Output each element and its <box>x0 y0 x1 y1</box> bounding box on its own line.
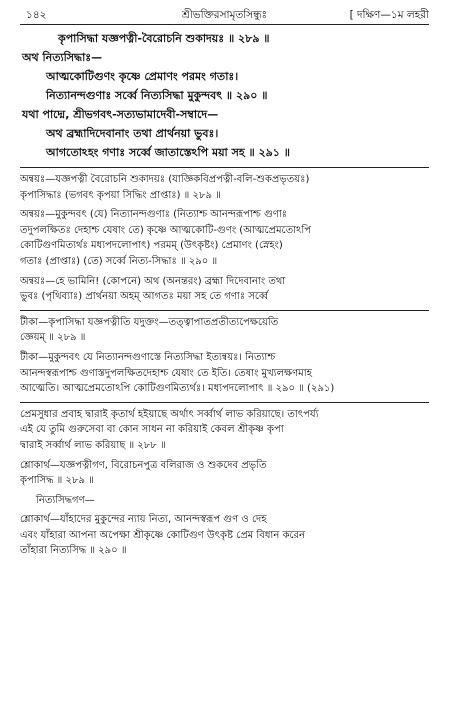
verse-line: কৃপাসিদ্ধা যজ্ঞপত্নী-বৈরোচনি শুকাদয়ঃ ॥ ২৮৯ ॥ <box>58 32 270 45</box>
page-number: ১৪২ <box>26 9 47 21</box>
text-line: টীকা—কৃপাসিদ্ধা যজ্ঞপত্নীতি যদুক্তং—তত্ত্বাপাতপ্রতীত্যপেক্ষয়েতি <box>20 316 279 328</box>
text-line: ভুবঃ (পৃথিব্যাঃ) প্রার্থনয়া অহম্ আগতঃ ময়া সহ তে গণাঃ সর্ব্বে <box>20 291 269 303</box>
text-line: প্রেমসুধার প্রবাহ দ্বারাই কৃতার্থ হইয়াছে অর্থাৎ সর্ব্বার্থ লাভ করিয়াছে। তাৎপর্য্য <box>20 408 319 420</box>
text-line: এবং যাঁহারা আপনা অপেক্ষা শ্রীকৃষ্ণে কোটিগুণ উৎকৃষ্ট প্রেম বিধান করেন <box>20 529 305 541</box>
translation-paragraph <box>20 458 429 489</box>
verse-line: আগতোঽহং গণাঃ সর্ব্বে জাতাস্তেঽপি ময়া সহ ॥ ২৯১ ॥ <box>46 146 290 159</box>
text-line: কোটিগুণমিত্যর্থঃ মধ্যপদলোপাৎ) পরমম্ (উৎকৃষ্টং) প্রেমাণং (স্নেহং) <box>20 240 283 252</box>
text-line: কৃপাসিদ্ধাঃ (ভগবৎ কৃপয়া সিদ্ধিং প্রাপ্তাঃ) ॥ ২৮৯ ॥ <box>20 189 221 201</box>
text-line: অন্বয়ঃ—মুকুন্দবৎ (যে) নিত্যানন্দগুণাঃ (নিত্যাশ্চ আনন্দরূপাশ্চ গুণাঃ <box>20 209 288 221</box>
verse-line: অথ ব্রহ্মাদিদেবানাং তথা প্রার্থনয়া ভুবঃ। <box>46 127 219 140</box>
anvaya-section <box>20 172 429 305</box>
text-line: তাঁহারা নিত্যসিদ্ধ ॥ ২৯০ ॥ <box>20 545 127 557</box>
text-line: এই যে তুমি গুরুসেবা বা কোন সাধন না করিয়াই কেবল শ্রীকৃষ্ণ কৃপা <box>20 424 284 436</box>
text-line: টীকা—মুকুন্দবৎ যে নিত্যানন্দগুণাস্তে নিত্যসিদ্ধা ইত্যন্বয়ঃ। নিত্যাশ্চ <box>20 351 276 363</box>
translation-paragraph <box>20 493 429 509</box>
text-line: আত্মেতি। আত্মপ্রেমতোঽপি কোটিগুণমিত্যর্থঃ। মধ্যপদলোপাৎ ॥ ২৯০ ॥ (২৯১) <box>20 383 335 395</box>
tika-paragraph <box>20 315 429 346</box>
text-line: গতাঃ (প্রাপ্তাঃ) (তে) সর্ব্বে নিত্য-সিদ্ধাঃ ॥ ২৯০ ॥ <box>20 255 218 267</box>
text-line: অন্বয়ঃ—হে ভামিনি! (কোপনে) অথ (অনন্তরং) ব্রহ্মা দিদেবানাং তথা <box>20 275 286 287</box>
verse-line: নিত্যানন্দগুণাঃ সর্ব্বে নিত্যসিদ্ধা মুকুন্দবৎ ॥ ২৯০ ॥ <box>46 89 268 102</box>
book-title: শ্রীভক্তিরসামৃতসিন্ধুঃ <box>181 9 268 21</box>
verse-line: অথ নিত্যসিদ্ধাঃ— <box>22 51 103 64</box>
text-line: আনন্দস্বরূপাশ্চ গুণাস্তদুপলক্ষিতদেহাশ্চ যেষাং তে ইতি। তেষাং মুখ্যলক্ষণমাহ <box>20 367 312 379</box>
text-line: অন্বয়ঃ—যজ্ঞপত্নী বৈরোচনি শুকাদয়ঃ (যাজ্ঞিকবিপ্রপত্নী-বলি-শুকপ্রভৃতয়ঃ) <box>20 174 310 185</box>
anvaya-paragraph <box>20 207 429 269</box>
verse-line: আত্মকোটিগুণং কৃষ্ণে প্রেমাণং পরমং গতাঃ। <box>46 70 239 83</box>
text-line: কৃপাসিদ্ধ ॥ ২৮৯ ॥ <box>20 475 94 487</box>
translation-paragraph <box>20 407 429 454</box>
verse-line: যথা পাদ্মে, শ্রীভগবৎ-সত্যভামাদেবী-সম্বাদে— <box>22 108 219 121</box>
text-line: নিত্যসিদ্ধগণ— <box>36 494 95 506</box>
translation-section <box>20 407 429 559</box>
tika-section <box>20 315 429 397</box>
divider <box>20 310 429 311</box>
text-line: শ্লোকার্থ—যাঁহাদের মুকুন্দের ন্যায় নিত্য, আনন্দস্বরূপ গুণ ও দেহ <box>20 514 267 526</box>
text-line: জ্ঞেয়ম্ ॥ ২৮৯ ॥ <box>20 332 86 344</box>
section-label: [ দক্ষিণ—১ম লহরী <box>349 9 429 21</box>
divider <box>20 167 429 168</box>
page-header <box>20 6 429 25</box>
anvaya-paragraph <box>20 274 429 305</box>
text-line: শ্লোকার্থ—যজ্ঞপত্নীগণ, বিরোচনপুত্র বলিরাজ ও শুকদেব প্রভৃতি <box>20 459 267 471</box>
sanskrit-verses <box>20 29 429 162</box>
text-line: দ্বারাই সর্ব্বার্থ লাভ করিয়াছ ॥ ২৮৮ ॥ <box>20 439 166 451</box>
anvaya-paragraph <box>20 172 429 203</box>
divider <box>20 402 429 403</box>
tika-paragraph <box>20 350 429 397</box>
text-line: তদুপলক্ষিতঃ দেহাশ্চ যেষাং তে) কৃষ্ণে আত্মকোটি-গুণং (আত্মপ্রেমতোঽপি <box>20 224 312 236</box>
translation-paragraph <box>20 512 429 559</box>
